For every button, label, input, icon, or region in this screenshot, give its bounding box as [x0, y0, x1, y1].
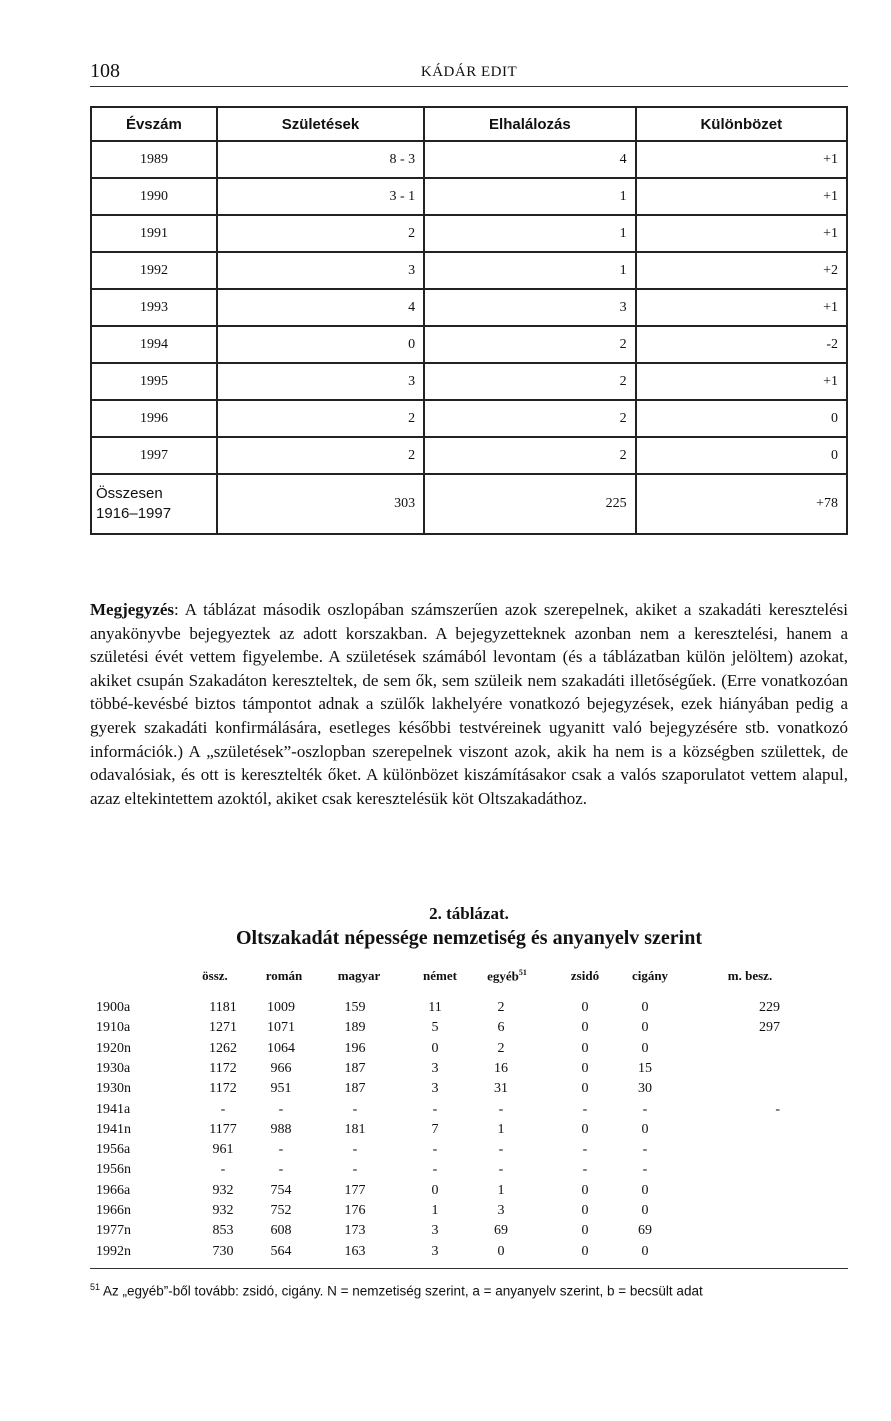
table-cell: 1071	[267, 1020, 295, 1036]
table-cell: 1993	[91, 289, 217, 326]
table2-number: 2. táblázat.	[429, 904, 509, 923]
column-header-label: össz.	[202, 968, 228, 983]
table-cell: 163	[344, 1243, 366, 1259]
table-cell: 0	[581, 1203, 589, 1218]
footnote-reference: 51	[518, 968, 527, 977]
column-header-label: cigány	[631, 968, 669, 983]
footnote-text: Az „egyéb”-ből tovább: zsidó, cigány. N = nemzetiség szerint, a = anyanyelv szerint, b = becsült adat	[100, 1283, 703, 1299]
table-cell: 0	[641, 1040, 649, 1056]
table-cell: 0	[581, 1020, 589, 1036]
table-cell: 6	[497, 1020, 505, 1036]
table-cell: 2	[424, 437, 635, 474]
table-cell: 1172	[209, 1081, 237, 1097]
table-cell: 0	[431, 1182, 439, 1198]
running-title: KÁDÁR EDIT	[420, 64, 518, 80]
column-header-label: magyar	[337, 968, 381, 983]
table-cell: 0	[581, 1121, 589, 1137]
table-cell: -	[432, 1142, 438, 1158]
table-cell: 988	[270, 1121, 292, 1137]
total-diff: +78	[636, 474, 847, 534]
table-cell: 1990	[91, 178, 217, 215]
column-header-label: m. besz.	[727, 968, 773, 983]
table-cell: -2	[636, 326, 847, 363]
table-cell: -	[220, 1162, 226, 1178]
row-label: 1930a	[96, 1060, 131, 1076]
table-cell: 0	[581, 1000, 589, 1015]
table-cell: 0	[636, 400, 847, 437]
table-cell: +2	[636, 252, 847, 289]
table-cell: 754	[270, 1182, 292, 1198]
table-cell: 3 - 1	[217, 178, 424, 215]
table-cell: 0	[636, 437, 847, 474]
total-births: 303	[217, 474, 424, 534]
table-cell: 15	[638, 1060, 652, 1076]
table-cell: 0	[641, 1121, 649, 1137]
table-cell: 1	[497, 1121, 505, 1137]
row-label: 1910a	[96, 1020, 131, 1036]
table-cell: -	[498, 1142, 504, 1158]
row-label: 1966a	[96, 1182, 131, 1198]
table-cell: -	[220, 1101, 226, 1117]
row-label: 1977n	[96, 1223, 131, 1239]
table-cell: -	[642, 1101, 648, 1117]
row-label: 1992n	[96, 1243, 131, 1259]
table-cell: 1995	[91, 363, 217, 400]
row-label: 1966n	[96, 1203, 131, 1218]
table-cell: 2	[424, 363, 635, 400]
column-header-label: német	[423, 968, 457, 983]
table-cell: 3	[497, 1203, 505, 1218]
table-cell: 3	[424, 289, 635, 326]
table-cell: 730	[212, 1243, 234, 1259]
table-cell: 853	[212, 1223, 234, 1239]
column-header: Születések	[217, 107, 424, 141]
table-cell: -	[582, 1142, 588, 1158]
table-cell: 0	[641, 1182, 649, 1198]
table-cell: 2	[497, 1040, 505, 1056]
table-cell: 8 - 3	[217, 141, 424, 178]
table-cell: -	[498, 1162, 504, 1178]
table-cell: 608	[270, 1223, 292, 1239]
table-cell: 1271	[209, 1020, 237, 1036]
table-cell: +1	[636, 289, 847, 326]
table-cell: 1181	[209, 1000, 237, 1015]
table-cell: -	[582, 1162, 588, 1178]
table-cell: 2	[217, 215, 424, 252]
note-lead: Megjegyzés	[90, 600, 175, 619]
table-cell: 1992	[91, 252, 217, 289]
row-label: 1941a	[96, 1101, 131, 1117]
table-cell: 0	[581, 1243, 589, 1259]
table-cell: 2	[217, 437, 424, 474]
table-cell: -	[352, 1142, 358, 1158]
table-cell: 0	[581, 1081, 589, 1097]
table-cell: 16	[494, 1060, 508, 1076]
table-cell: 0	[431, 1040, 439, 1056]
table-cell: 69	[494, 1223, 508, 1239]
table-cell: 1262	[209, 1040, 237, 1056]
table-cell: 1989	[91, 141, 217, 178]
table-cell: 951	[270, 1081, 292, 1097]
footnote-rule	[90, 1268, 848, 1269]
table-cell: 3	[217, 252, 424, 289]
table-cell: -	[432, 1101, 438, 1117]
table-cell: 173	[344, 1223, 366, 1239]
column-header-label: zsidó	[570, 968, 600, 983]
table-cell: 1991	[91, 215, 217, 252]
column-header	[472, 968, 542, 984]
table-cell: 196	[344, 1040, 366, 1056]
table-cell: 229	[759, 1000, 780, 1015]
table-cell: -	[278, 1142, 284, 1158]
column-header	[408, 968, 472, 984]
table-cell: 2	[424, 400, 635, 437]
table-cell: 69	[638, 1223, 652, 1239]
table-cell: 2	[217, 400, 424, 437]
table-cell: 187	[344, 1081, 366, 1097]
table-cell: 1	[497, 1182, 505, 1198]
table2-title: Oltszakadát népessége nemzetiség és anyanyelv szerint	[235, 927, 703, 949]
table-cell: 176	[344, 1203, 366, 1218]
table-cell: 1172	[209, 1060, 237, 1076]
table-cell: 0	[641, 1020, 649, 1036]
table-cell: +1	[636, 178, 847, 215]
table-cell: 30	[638, 1081, 652, 1097]
table-cell: 177	[344, 1182, 366, 1198]
table-cell: 961	[212, 1142, 234, 1158]
column-header: Elhalálozás	[424, 107, 635, 141]
table-cell: 11	[428, 1000, 442, 1015]
table-cell: -	[352, 1101, 358, 1117]
footnote	[90, 1278, 848, 1301]
row-label: 1900a	[96, 1000, 131, 1015]
table-cell: 0	[641, 1243, 649, 1259]
table-cell: 297	[759, 1020, 780, 1036]
column-header-label: román	[265, 968, 303, 983]
table-cell: 0	[581, 1182, 589, 1198]
table-cell: 1	[424, 215, 635, 252]
table-cell: 3	[217, 363, 424, 400]
table-cell: 187	[344, 1060, 366, 1076]
table-cell: 159	[344, 1000, 366, 1015]
table-cell: 1009	[267, 1000, 295, 1015]
table-cell: 0	[641, 1203, 649, 1218]
page-number: 108	[90, 60, 120, 82]
table-cell: 1	[424, 252, 635, 289]
table-cell: 189	[344, 1020, 366, 1036]
table-cell: +1	[636, 363, 847, 400]
table-cell: -	[642, 1142, 648, 1158]
table-cell: -	[498, 1101, 504, 1117]
table-cell: 1994	[91, 326, 217, 363]
table-cell: 966	[270, 1060, 292, 1076]
table-cell: -	[775, 1101, 780, 1117]
table-cell: 5	[431, 1020, 439, 1036]
total-label-line: Összesen	[96, 485, 163, 502]
table-cell: 3	[431, 1060, 439, 1076]
table-cell: +1	[636, 215, 847, 252]
table-cell: -	[352, 1162, 358, 1178]
row-label: 1941n	[96, 1121, 131, 1137]
row-label: 1930n	[96, 1081, 131, 1097]
table-cell: -	[278, 1162, 284, 1178]
note-text: : A táblázat második oszlopában számszerűen azok szerepelnek, akiket a szakadáti keresztelési anyakönyvbe bejegyeztek az adott korszakban. A bejegyzetteknek azonban nem a keresztelési, hanem a születési évét vettem figyelembe. A születések számából levontam (és a táblázatban külön jelöltem) azokat, akiket csupán Szakadáton kereszteltek, de sem ők, sem szüleik nem szakadáti illetőségűek. (Erre vonatkozóan többé-kevésbé biztos támpontot adnak a szülők lakhelyére vonatkozó bejegyzések, ezek hiányában pedig a gyerek szakadáti konfirmálására, esetleges későbbi testvéreinek ugyanitt való bejegyzésére stb. vonatkozó információk.) A „születések”-oszlopban szerepelnek viszont azok, akik ha nem is a községben születtek, de odavalósiak, és ott is keresztelték őket. A különbözet kiszámításakor csak a valós szaporulatot vettem alapul, azaz eltekintettem azoktól, akiket csak keresztelésük köt Oltszakadáthoz.	[90, 600, 848, 808]
column-header	[190, 968, 240, 984]
column-header	[324, 968, 394, 984]
footnote-mark: 51	[90, 1282, 101, 1292]
table-cell: 181	[344, 1121, 366, 1137]
table-cell: 1997	[91, 437, 217, 474]
row-label: 1956a	[96, 1142, 131, 1158]
table-cell: 3	[431, 1081, 439, 1097]
table-cell: 31	[494, 1081, 508, 1097]
column-header	[620, 968, 680, 984]
table-cell: 4	[424, 141, 635, 178]
table-cell: 0	[581, 1223, 589, 1239]
table-cell: 1177	[209, 1121, 237, 1137]
table-cell: 932	[212, 1182, 234, 1198]
row-label: 1920n	[96, 1040, 131, 1056]
table-cell: 1	[431, 1203, 439, 1218]
table-cell: 0	[497, 1243, 505, 1259]
column-header	[558, 968, 612, 984]
table-cell: 0	[641, 1000, 649, 1015]
row-label: 1956n	[96, 1162, 131, 1178]
table-cell: 1064	[267, 1040, 295, 1056]
table-cell: -	[432, 1162, 438, 1178]
table-cell: 1	[424, 178, 635, 215]
table-cell: 564	[270, 1243, 292, 1259]
table-cell: 0	[581, 1060, 589, 1076]
table-cell: 4	[217, 289, 424, 326]
table-cell: 1996	[91, 400, 217, 437]
table-cell: 2	[497, 1000, 505, 1015]
table-cell: 0	[217, 326, 424, 363]
column-header	[252, 968, 316, 984]
table-cell: 752	[270, 1203, 292, 1218]
column-header-label: egyéb	[487, 968, 519, 984]
total-label-line: 1916–1997	[96, 505, 172, 522]
table-cell: 3	[431, 1243, 439, 1259]
column-header: Különbözet	[636, 107, 847, 141]
table-cell: 7	[431, 1121, 439, 1137]
table-cell: 932	[212, 1203, 234, 1218]
table-cell: -	[278, 1101, 284, 1117]
table-cell: -	[582, 1101, 588, 1117]
total-deaths: 225	[424, 474, 635, 534]
column-header	[712, 968, 788, 984]
column-header: Évszám	[91, 107, 217, 141]
table-cell: 0	[581, 1040, 589, 1056]
table-cell: +1	[636, 141, 847, 178]
table-cell: 3	[431, 1223, 439, 1239]
table-cell: 2	[424, 326, 635, 363]
table-cell: -	[642, 1162, 648, 1178]
